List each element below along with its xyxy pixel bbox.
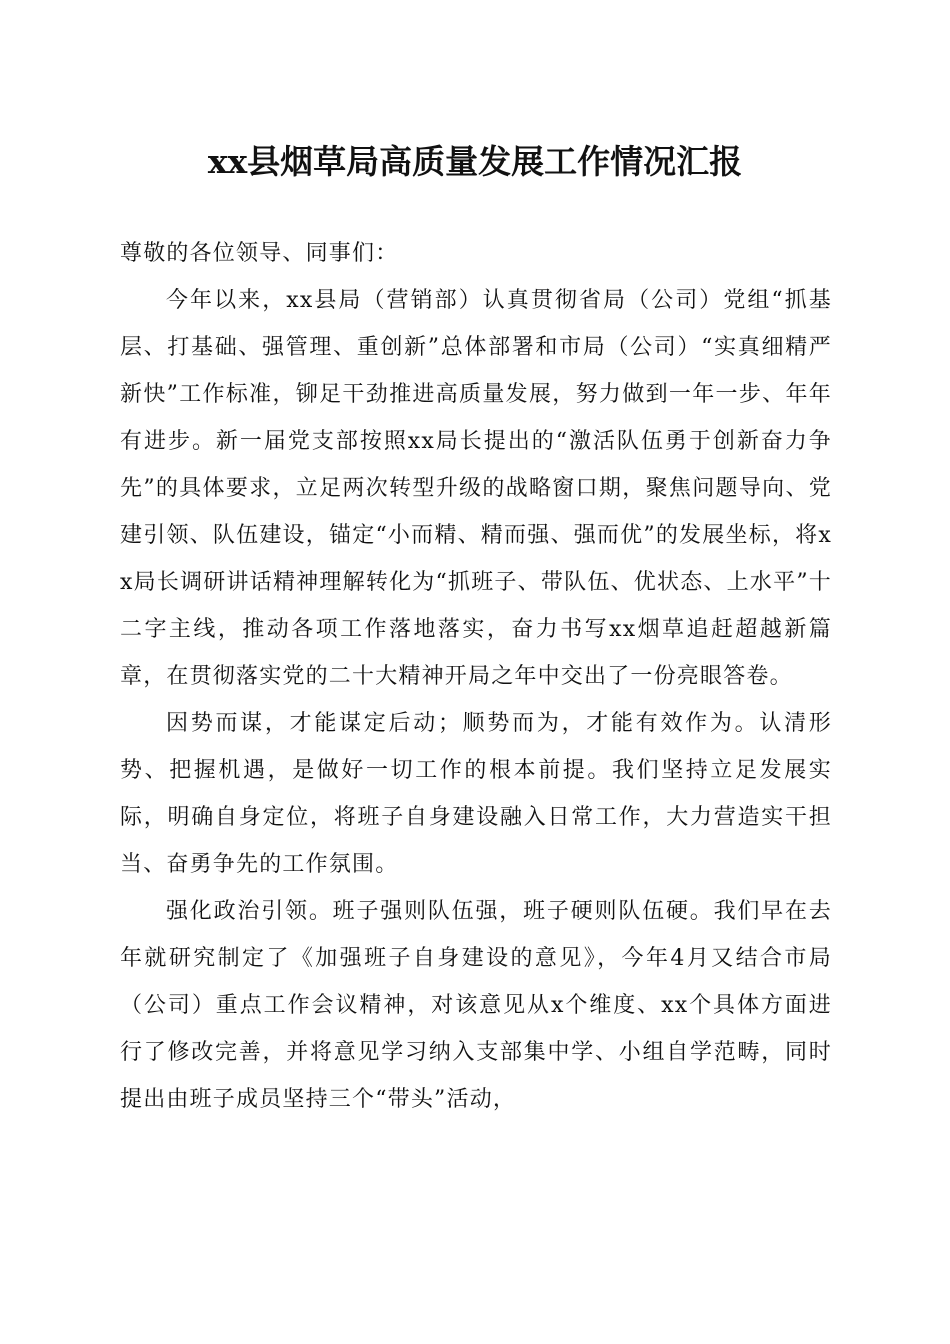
- salutation: 尊敬的各位领导、同事们：: [120, 241, 399, 266]
- paragraph-intro: 今年以来，xx县局（营销部）认真贯彻省局（公司）党组“抓基层、打基础、强管理、重创新”总体部署和市局（公司）“实真细精严新快”工作标准，铆足干劲推进高质量发展，努力做到一年一步、年年有进步。新一届党支部按照xx局长提出的“激活队伍勇于创新奋力争先”的具体要求，立足两次转型升级的战略窗口期，聚焦问题导向、党建引领、队伍建设，锚定“小而精、精而强、强而优”的发展坐标，将xx局长调研讲话精神理解转化为“抓班子、带队伍、优状态、上水平”十二字主线，推动各项工作落地落实，奋力书写xx烟草追赶超越新篇章，在贯彻落实党的二十大精神开局之年中交出了一份亮眼答卷。: [120, 288, 832, 689]
- paragraph-situation: 因势而谋，才能谋定后动；顺势而为，才能有效作为。认清形势、把握机遇，是做好一切工作的根本前提。我们坚持立足发展实际，明确自身定位，将班子自身建设融入日常工作，大力营造实干担当、奋勇争先的工作氛围。: [120, 711, 832, 877]
- paragraph-political-leadership: 强化政治引领。班子强则队伍强，班子硬则队伍硬。我们早在去年就研究制定了《加强班子自身建设的意见》，今年4月又结合市局（公司）重点工作会议精神，对该意见从x个维度、xx个具体方面进行了修改完善，并将意见学习纳入支部集中学、小组自学范畴，同时提出由班子成员坚持三个“带头”活动，: [120, 899, 832, 1112]
- document-title: xx县烟草局高质量发展工作情况汇报: [207, 142, 743, 181]
- document-body: [120, 230, 832, 1123]
